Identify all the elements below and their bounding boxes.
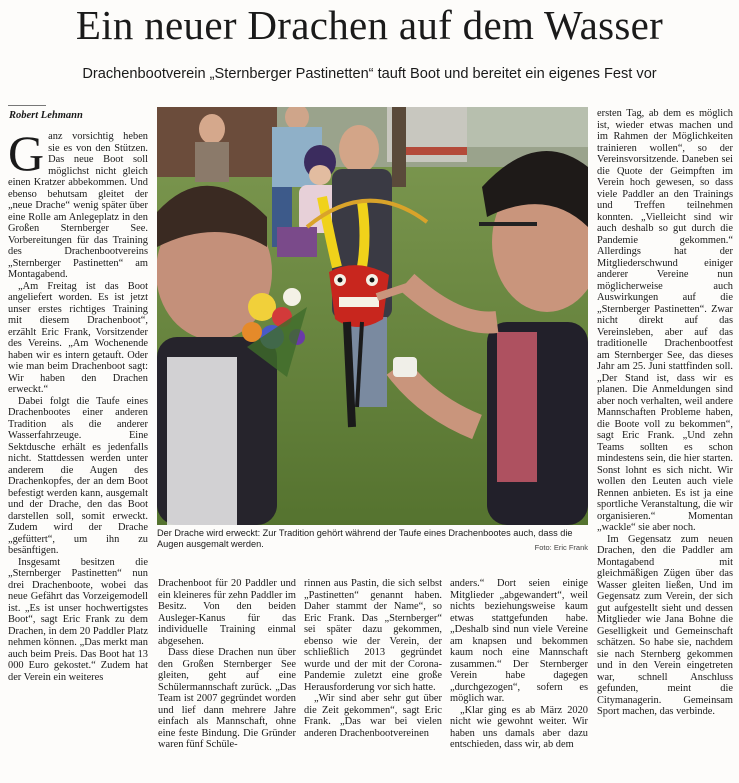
article-column-5: [597, 108, 733, 718]
paragraph: „Am Freitag ist das Boot angeliefert worden. Es ist jetzt unser erstes richtiges Training mit diesem Drachenboot“, erzählt Eric Frank, Vorsitzender des Vereins. „Am Wochenende haben wir es intern getauft. Oder wie man beim Drachenboot sagt: Wir haben den Drachen erweckt.“: [8, 280, 148, 395]
author-rule: [8, 105, 46, 106]
paragraph: Dabei folgt die Taufe eines Drachenbootes einer anderen Tradition als die anderer Wasserfahrzeuge. Eine Sektdusche erhält es jedenfalls nicht. Stattdessen werden unter anderem die Augen des Drachenkopfes, der an dem Boot befestigt werden kann, ausgemalt und der Drache, den das Boot darstellen soll, somit erweckt. Zudem wird der Drache „gefüttert“, um ihn zu besänftigen.: [8, 395, 148, 556]
article-column-2: [158, 578, 296, 751]
paragraph-text: anz vorsichtig heben sie es von den Stützen. Das neue Boot soll möglichst nicht gleich einen Kratzer abbekommen. Und ebenso behutsam gleitet der „neue Drache“ wenig später über eine Rolle am Anlegeplatz in den Großen Sternberger See. Vorbereitungen für das Training des Drachenbootvereins „Sternberger Pastinetten“ am Montagabend.: [8, 131, 148, 280]
photo-caption: Der Drache wird erweckt: Zur Tradition gehört während der Taufe eines Drachenbootes auch, dass die Augen ausgemalt werden.: [157, 528, 573, 549]
article-photo: [157, 107, 588, 525]
author-byline: Robert Lehmann: [9, 110, 83, 121]
paragraph: rinnen aus Pastin, die sich selbst „Pastinetten“ genannt haben. Daher stammt der Name“, so Eric Frank. Das „Sternberger“ sei später dazu gekommen, ebenso wie der Verein, der schließlich 2013 gegründet wurde und der mit der Corona-Pandemie zuletzt eine große Herausforderung vor sich hatte.: [304, 578, 442, 693]
article-column-3: [304, 578, 442, 739]
paragraph: „Wir sind aber sehr gut über die Zeit gekommen“, sagt Eric Frank. „Das war bei vielen anderen Drachenbootvereinen: [304, 693, 442, 739]
paragraph: ersten Tag, ab dem es möglich ist, wieder etwas machen und im Rahmen der Möglichkeiten trainieren wollen“, so der Vereinsvorsitzende. Daneben sei die Quote der Geimpften im Verein hoch gewesen, so dass viele Paddler an den Trainings und Treffen teilnehmen konnten. „Vielleicht sind wir auch deshalb so gut durch die Pandemie gekommen.“ Allerdings hat der Mitgliederschwund einiger anderer Vereine nun möglicherweise auch Auswirkungen auf die „Sternberger Pastinetten“. Zwar nicht direkt auf das Vereinsleben, aber auf das traditionelle Drachenbootfest am Sternberger See, das dieses Jahr am 25. Juni stattfinden soll. „Der Stand ist, dass wir es planen. Die Anmeldungen sind aber noch verhalten, weil andere Mannschaften Probleme haben, die Boote voll zu bekommen“, sagt Eric Frank. „Und zehn Teams sollten es schon mindestens sein, die hier starten. Sonst lohnt es sich nicht. Wir wollen den Leuten auch viele Rennen anbieten. Es ist ja eine sportliche Veranstaltung, die wir organisieren.“ Momentan „wackle“ sie aber noch.: [597, 108, 733, 533]
paragraph: Im Gegensatz zum neuen Drachen, den die Paddler am Montagabend mit gleichmäßigen Zügen über das Wasser gleiten ließen, Und im Gegensatz zum Verein, der sich gut aufgestellt sieht und dessen Mitglieder wie Jana Bohne die Geselligkeit und Gemeinschaft schätzen. So habe sie, nachdem sie nach Sternberg gekommen und in den Verein eingetreten war, schnell Anschluss gefunden, meint die Citymanagerin. Gemeinsam Sport machen, das verbinde.: [597, 533, 733, 717]
paragraph: Insgesamt besitzen die „Sternberger Pastinetten“ nun drei Drachenboote, wobei das neue Gefährt das Vorzeigemodell ist. „Es ist unser hochwertigstes Boot“, sagt Eric Frank zu dem Drachen, in dem 20 Paddler Platz nehmen können. „Das merkt man auch beim Preis. Das Boot hat 13 000 Euro gekostet.“ Zudem hat der Verein ein weiteres: [8, 556, 148, 683]
paragraph: Dass diese Drachen nun über den Großen Sternberger See gleiten, geht auf eine Schülermannschaft zurück. „Das Team ist 2007 gegründet worden und lief dann mehrere Jahre einfach als Mannschaft, ohne eine feste Bindung. Die Gründer waren fünf Schüle-: [158, 647, 296, 750]
paragraph: „Klar ging es ab März 2020 nicht wie gewohnt weiter. Wir haben uns damals aber dazu entschieden, dass wir, ab dem: [450, 704, 588, 750]
drop-cap: G: [8, 125, 45, 181]
article-column-1: [8, 125, 148, 683]
article-column-4: [450, 578, 588, 751]
headline: Ein neuer Drachen auf dem Wasser: [75, 2, 664, 48]
subheadline: Drachenbootverein „Sternberger Pastinetten“ tauft Boot und bereitet ein eigenes Fest vor: [82, 66, 657, 82]
photo-credit: Foto: Eric Frank: [534, 543, 588, 552]
paragraph: [8, 125, 148, 281]
paragraph: Drachenboot für 20 Paddler und ein kleineres für zehn Paddler im Besitz. Von den beiden Ausleger-Kanus für das individuelle Training einmal abgesehen.: [158, 578, 296, 647]
paragraph: anders.“ Dort seien einige Mitglieder „abgewandert“, weil nichts beziehungsweise kaum etwas stattgefunden habe. „Deshalb sind nun viele Vereine am knapsen und bekommen kaum noch eine Mannschaft zusammen.“ Der Sternberger Verein habe dagegen „durchgezogen“, sofern es möglich war.: [450, 578, 588, 704]
dragon-boat-christening-image: [157, 107, 588, 525]
